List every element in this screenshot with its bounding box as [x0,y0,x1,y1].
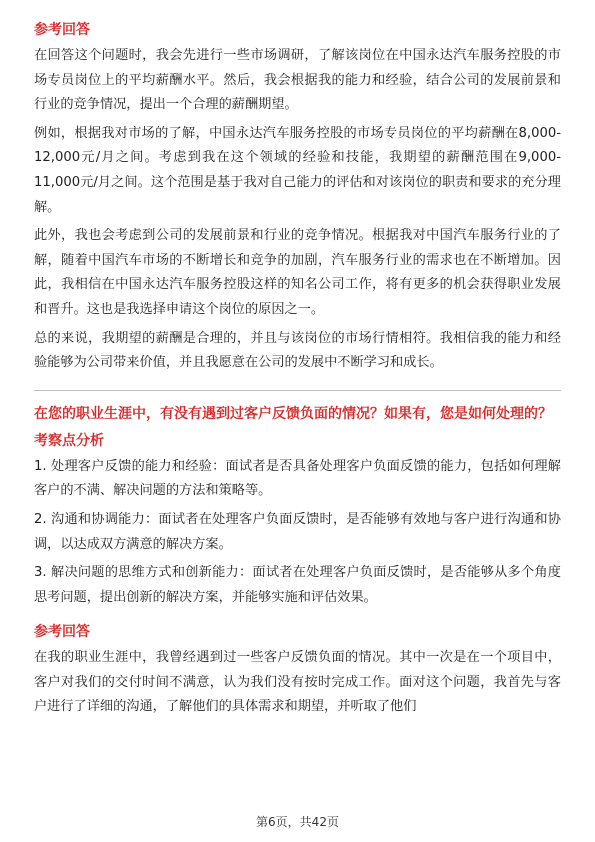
analysis-heading: 考察点分析 [34,432,104,449]
answer1-paragraph-3: 此外，我也会考虑到公司的发展前景和行业的竞争情况。根据我对中国汽车服务行业的了解，随着中国汽车市场的不断增长和竞争的加剧，汽车服务行业的需求也在不断增加。因此，我相信在中国永达汽车服务控股这样的知名公司工作，将有更多的机会获得职业发展和晋升。这也是我选择申请这个岗位的原因之一。 [34,228,561,317]
analysis-item-1: 1. 处理客户反馈的能力和经验：面试者是否具备处理客户负面反馈的能力，包括如何理解客户的不满、解决问题的方法和策略等。 [34,458,561,499]
page-number: 第6页，共42页 [256,815,339,829]
answer1-paragraph-1: 在回答这个问题时，我会先进行一些市场调研，了解该岗位在中国永达汽车服务控股的市场专员岗位上的平均薪酬水平。然后，我会根据我的能力和经验，结合公司的发展前景和行业的竞争情况，提出一个合理的薪酬期望。 [34,48,561,113]
answer1-paragraph-4: 总的来说，我期望的薪酬是合理的，并且与该岗位的市场行情相符。我相信我的能力和经验能够为公司带来价值，并且我愿意在公司的发展中不断学习和成长。 [34,330,561,371]
answer-heading-1: 参考回答 [34,22,90,38]
question-title: 在您的职业生涯中，有没有遇到过客户反馈负面的情况？如果有，您是如何处理的？ [34,405,552,422]
section-divider [34,390,561,391]
page-content [34,20,561,724]
answer2-paragraph-1: 在我的职业生涯中，我曾经遇到过一些客户反馈负面的情况。其中一次是在一个项目中，客户对我们的交付时间不满意，认为我们没有按时完成工作。面对这个问题，我首先与客户进行了详细的沟通，了解他们的具体需求和期望，并听取了他们 [34,650,561,715]
answer1-paragraph-2: 例如，根据我对市场的了解，中国永达汽车服务控股的市场专员岗位的平均薪酬在8,000-12,000元/月之间。考虑到我在这个领域的经验和技能，我期望的薪酬范围在9,000-11,000元/月之间。这个范围是基于我对自己能力的评估和对该岗位的职责和要求的充分理解。 [34,125,561,215]
analysis-item-3: 3. 解决问题的思维方式和创新能力：面试者在处理客户负面反馈时，是否能够从多个角度思考问题，提出创新的解决方案，并能够实施和评估效果。 [34,565,561,605]
analysis-item-2: 2. 沟通和协调能力：面试者在处理客户负面反馈时，是否能够有效地与客户进行沟通和协调，以达成双方满意的解决方案。 [34,511,561,552]
answer-heading-2: 参考回答 [34,624,90,641]
